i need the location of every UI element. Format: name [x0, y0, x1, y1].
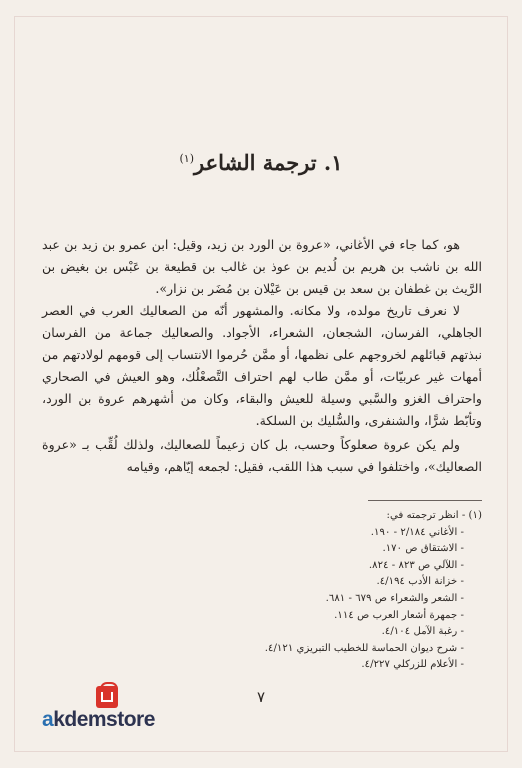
footnote-item: - خزانة الأدب ٤/١٩٤.: [376, 576, 464, 588]
shopping-bag-icon: [96, 686, 118, 708]
watermark-text: akdemstore: [42, 708, 155, 731]
heading-text: ١. ترجمة الشاعر: [194, 150, 343, 175]
footnote-item: - شرح ديوان الحماسة للخطيب التبريزي ٤/١٢١.: [264, 642, 464, 654]
section-heading: [0, 150, 522, 175]
footnote-intro: (١) - انظر ترجمته في:: [386, 510, 482, 521]
footnote-item: - الشعر والشعراء ص ٦٧٩ - ٦٨١.: [325, 592, 464, 604]
paragraph-lineage: هو، كما جاء في الأغاني، «عروة بن الورد بن زيد، وقيل: ابن عمرو بن زيد بن عبد الله بن ناشب بن هريم بن لُديم بن عوذ بن غالب بن قطيعة بن عَبْس بن بغيض بن الرَّيث بن غطفان بن سعد بن قيس بن عَيْلان بن مُضَر بن نزار».: [42, 237, 482, 296]
body-text-2: [42, 300, 482, 444]
paragraph-leader: ولم يكن عروة صعلوكاً وحسب، بل كان زعيماً للصعاليك، ولذلك لُقِّب بـ «عروة الصعاليك»، واختلفوا في سبب هذا اللقب، فقيل: لجمعه إيّاهم، وقيامه: [42, 437, 482, 474]
watermark-logo: [42, 686, 182, 732]
footnotes: [42, 508, 482, 674]
footnote-item: - الأغاني ٢/١٨٤ - ١٩٠.: [370, 526, 464, 538]
footnote-item: - رغبة الآمل ٤/١٠٤.: [381, 626, 464, 638]
page-number: ٧: [256, 688, 266, 706]
footnote-divider: [368, 500, 482, 501]
footnote-item: - جمهرة أشعار العرب ص ١١٤.: [334, 609, 464, 621]
footnote-item: - الاشتقاق ص ١٧٠.: [382, 543, 464, 555]
footnote-item: - اللآلي ص ٨٢٣ - ٨٢٤.: [368, 559, 464, 571]
paragraph-biography: لا نعرف تاريخ مولده، ولا مكانه. والمشهور أنّه من الصعاليك العرب في العصر الجاهلي، الفرسان، الشجعان، الشعراء، الأجواد. والصعاليك جماعة من الفرسان نبذتهم قبائلهم لخروجهم على نظمها، أو ممَّن حُرموا الانتساب إلى قومهم لولادتهم من أمهات غير عربيّات، أو ممَّن طاب لهم احتراف التَّصعْلُك، وهو العيش في الصحاري واحتراف الغزو والسَّبي وسيلة للعيش والبقاء، وكان من أشهرهم عروة بن الورد، وتأبّط شرًّا، والشنفرى، والسُّليك بن السلكة.: [42, 303, 482, 428]
body-text-3: [42, 434, 482, 490]
footnote-item: - الأعلام للزركلي ٤/٢٢٧.: [361, 659, 464, 671]
heading-footnote-ref: (١): [179, 152, 194, 165]
